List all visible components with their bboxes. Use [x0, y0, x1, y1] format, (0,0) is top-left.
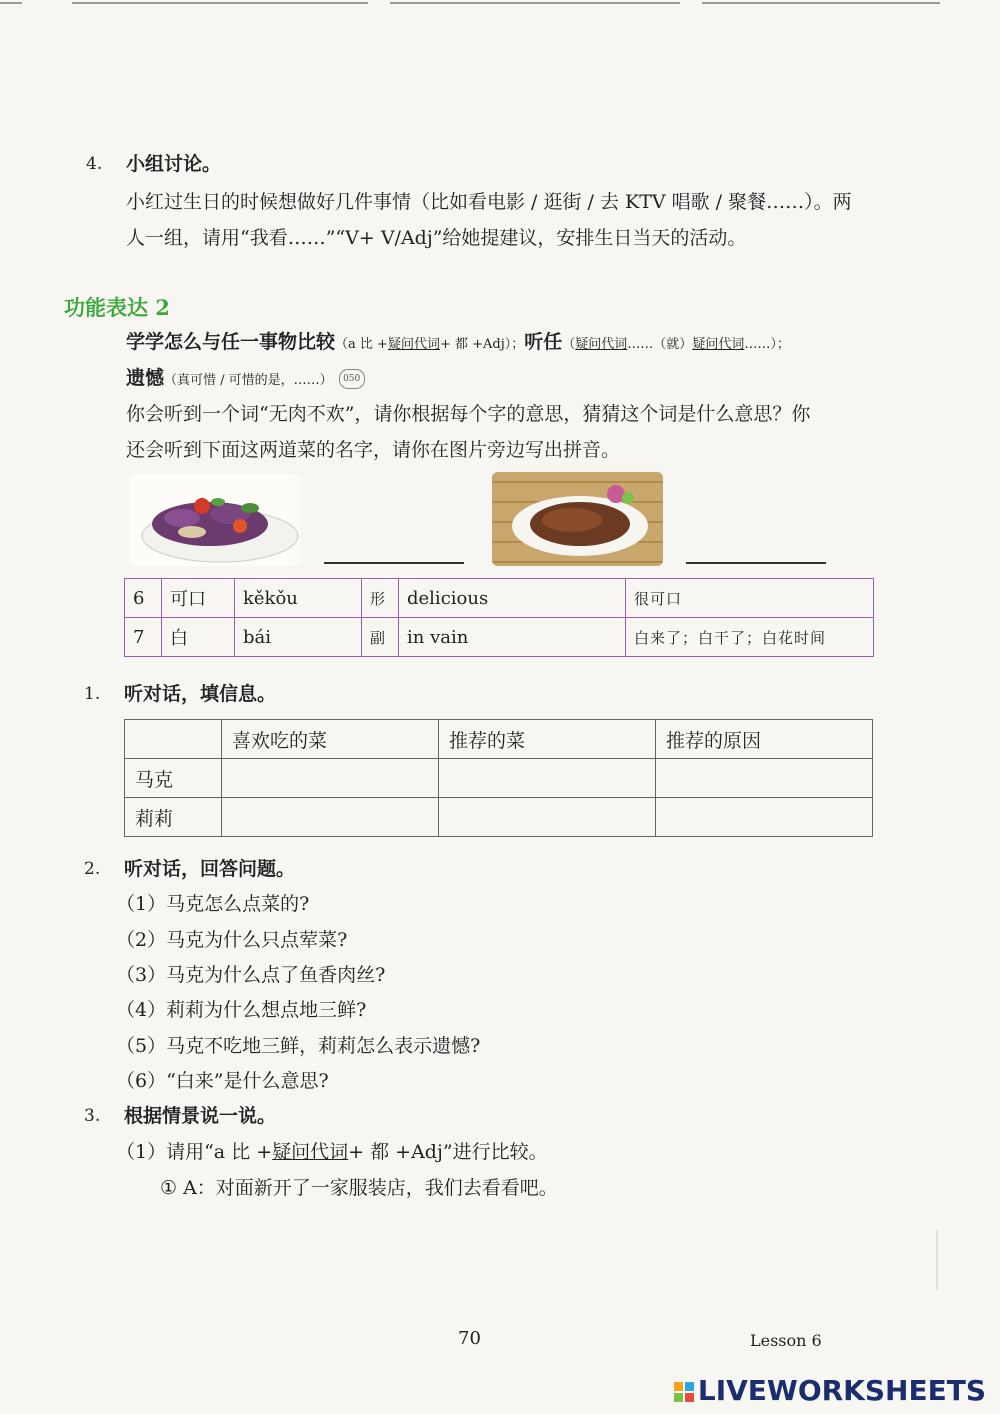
shredded-pork-dish-image — [492, 472, 663, 566]
allow-pattern-e: ……）； — [744, 337, 790, 352]
info-table — [124, 719, 873, 837]
info-row-name: 莉莉 — [125, 798, 222, 837]
liveworksheets-brand: LIVEWORKSHEETS — [697, 1374, 986, 1407]
answer-cell[interactable] — [439, 798, 656, 837]
section4-number: 4. — [86, 154, 103, 174]
q3-number: 3. — [84, 1106, 101, 1126]
q2-item: （5）马克不吃地三鲜，莉莉怎么表示遗憾? — [116, 1035, 481, 1057]
q2-item: （6）“白来”是什么意思? — [116, 1070, 329, 1092]
q2-item: （4）莉莉为什么想点地三鲜? — [116, 999, 367, 1021]
info-row — [125, 759, 873, 798]
allow-pattern-c: ……（就） — [627, 337, 693, 352]
audio-track-icon[interactable]: 050 — [339, 369, 365, 389]
eggplant-dish-image — [130, 474, 300, 566]
vocab-english: delicious — [399, 579, 626, 618]
section4-line1: 小红过生日的时候想做好几件事情（比如看电影 / 逛街 / 去 KTV 唱歌 / 聚餐……）。两 — [126, 191, 852, 213]
section4-title: 小组讨论。 — [126, 153, 222, 175]
vocab-word: 白 — [162, 618, 235, 657]
vocab-english: in vain — [399, 618, 626, 657]
scan-edge — [936, 1230, 938, 1290]
info-header-row — [125, 720, 873, 759]
info-header-liked: 喜欢吃的菜 — [222, 720, 439, 759]
vocab-number: 6 — [125, 579, 162, 618]
vocab-pinyin: bái — [235, 618, 362, 657]
vocab-table — [124, 578, 874, 657]
q3-item: ① A：对面新开了一家服装店，我们去看看吧。 — [160, 1177, 558, 1199]
function-para1: 你会听到一个词“无肉不欢”，请你根据每个字的意思，猜猜这个词是什么意思？你 — [126, 403, 811, 425]
vocab-pos: 形 — [362, 579, 399, 618]
compare-pattern-a: （a 比 + — [335, 337, 388, 352]
q3-title: 根据情景说一说。 — [124, 1105, 277, 1127]
q2-item: （2）马克为什么只点荤菜? — [116, 929, 348, 951]
q1-number: 1. — [84, 684, 101, 704]
answer-cell[interactable] — [656, 798, 873, 837]
info-row-name: 马克 — [125, 759, 222, 798]
allow-pattern-b: 疑问代词 — [575, 337, 628, 352]
compare-label: 学学怎么与任一事物比较 — [126, 331, 336, 353]
compare-pattern-b: 疑问代词 — [387, 337, 440, 352]
vocab-word: 可口 — [162, 579, 235, 618]
page-number: 70 — [458, 1328, 481, 1349]
pinyin-blank-2[interactable] — [686, 562, 826, 564]
regret-label: 遗憾 — [126, 367, 165, 389]
vocab-pos: 副 — [362, 618, 399, 657]
vocab-example: 很可口 — [626, 579, 874, 618]
liveworksheets-icon — [674, 1382, 694, 1402]
info-header-reason: 推荐的原因 — [656, 720, 873, 759]
section4-line2: 人一组，请用“我看……”“V+ V/Adj”给她提建议，安排生日当天的活动。 — [126, 227, 747, 249]
q3-sub-c: + 都 +Adj”进行比较。 — [348, 1141, 548, 1163]
q3-sub — [116, 1134, 548, 1170]
allow-pattern-d: 疑问代词 — [692, 337, 745, 352]
allow-label: 听任 — [524, 331, 563, 353]
q1-title: 听对话，填信息。 — [124, 683, 277, 705]
info-header-recommended: 推荐的菜 — [439, 720, 656, 759]
vocab-row — [125, 579, 874, 618]
function-heading: 功能表达 2 — [64, 295, 170, 320]
function-para2: 还会听到下面这两道菜的名字，请你在图片旁边写出拼音。 — [126, 439, 621, 461]
function-line2 — [126, 363, 365, 396]
q2-item: （1）马克怎么点菜的? — [116, 893, 310, 915]
answer-cell[interactable] — [439, 759, 656, 798]
vocab-number: 7 — [125, 618, 162, 657]
answer-cell[interactable] — [222, 798, 439, 837]
q3-sub-a: （1）请用“a 比 + — [116, 1141, 273, 1163]
allow-pattern-a: （ — [562, 337, 576, 352]
info-row — [125, 798, 873, 837]
vocab-example: 白来了；白干了；白花时间 — [626, 618, 874, 657]
compare-pattern-c: + 都 +Adj）； — [439, 337, 525, 352]
q3-sub-b: 疑问代词 — [272, 1141, 349, 1163]
q2-title: 听对话，回答问题。 — [124, 858, 296, 880]
info-header-empty — [125, 720, 222, 759]
function-line1 — [126, 327, 790, 360]
answer-cell[interactable] — [222, 759, 439, 798]
vocab-row — [125, 618, 874, 657]
vocab-pinyin: kěkǒu — [235, 579, 362, 618]
q2-item: （3）马克为什么点了鱼香肉丝? — [116, 964, 386, 986]
answer-cell[interactable] — [656, 759, 873, 798]
q2-number: 2. — [84, 859, 101, 879]
lesson-label: Lesson 6 — [750, 1331, 822, 1350]
regret-pattern: （真可惜 / 可惜的是，……） — [164, 373, 333, 388]
pinyin-blank-1[interactable] — [324, 562, 464, 564]
liveworksheets-logo — [674, 1374, 986, 1407]
